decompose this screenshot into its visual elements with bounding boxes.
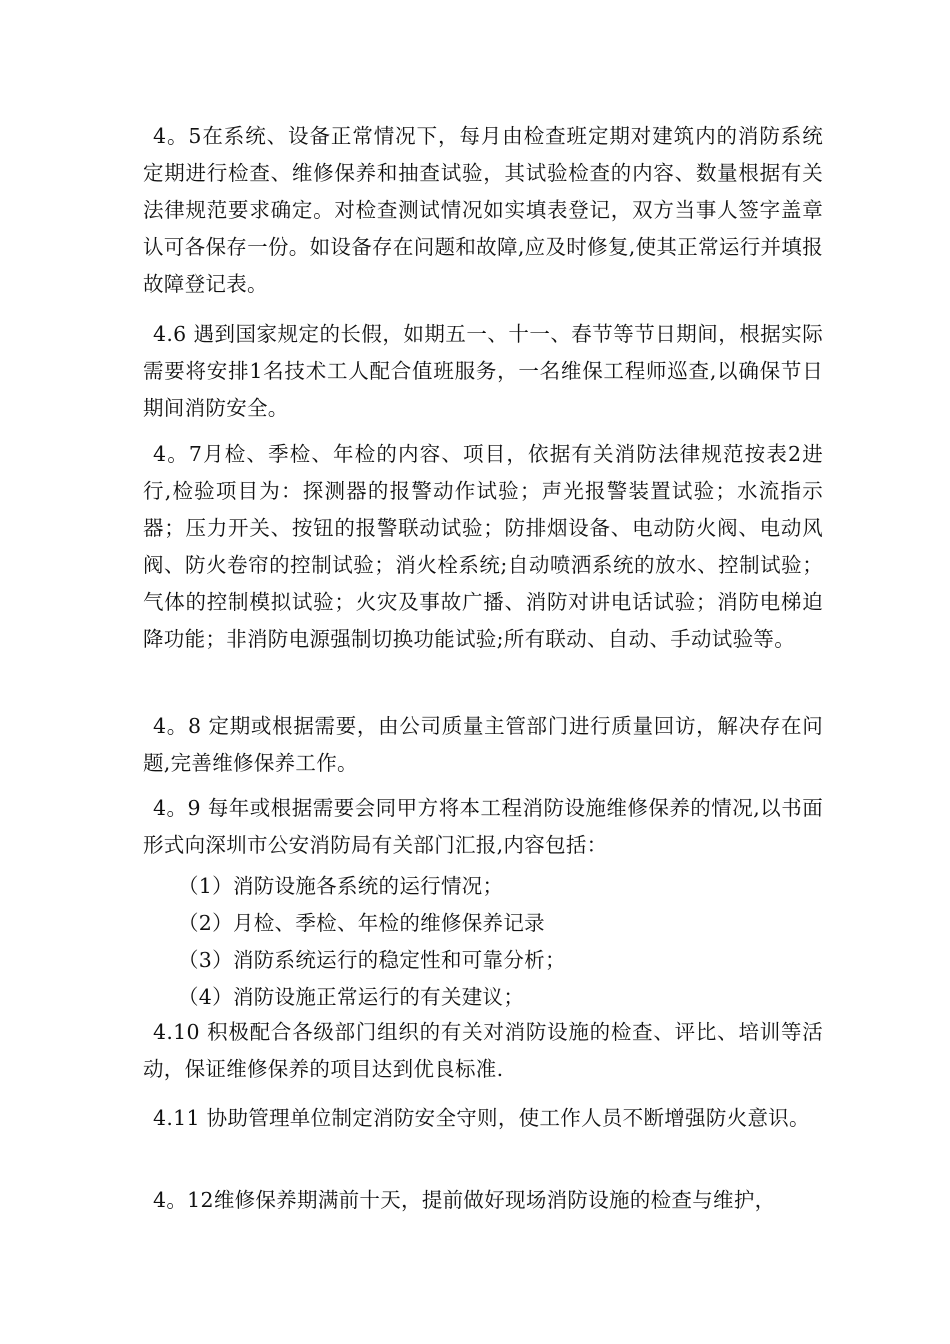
paragraph-4-12: 4。12维修保养期满前十天，提前做好现场消防设施的检查与维护， xyxy=(153,1188,776,1212)
paragraph-4-5: 4。5在系统、设备正常情况下，每月由检查班定期对建筑内的消防系统定期进行检查、维修保养和抽查试验，其试验检查的内容、数量根据有关法律规范要求确定。对检查测试情况如实填表登记，双方当事人签字盖章认可各保存一份。如设备存在问题和故障,应及时修复,使其正常运行并填报故障登记表。 xyxy=(143,124,823,296)
list-item-4: （4）消防设施正常运行的有关建议； xyxy=(178,985,525,1009)
paragraph-4-9: 4。9 每年或根据需要会同甲方将本工程消防设施维修保养的情况,以书面形式向深圳市公安消防局有关部门汇报,内容包括： xyxy=(143,796,823,857)
paragraph-4-11: 4.11 协助管理单位制定消防安全守则，使工作人员不断增强防火意识。 xyxy=(153,1106,810,1130)
list-item-1: （1）消防设施各系统的运行情况； xyxy=(178,874,504,898)
list-item-3: （3）消防系统运行的稳定性和可靠分析； xyxy=(178,948,566,972)
list-item-2: （2）月检、季检、年检的维修保养记录 xyxy=(178,911,545,935)
paragraph-4-7: 4。7月检、季检、年检的内容、项目，依据有关消防法律规范按表2进行,检验项目为：探测器的报警动作试验；声光报警装置试验；水流指示器；压力开关、按钮的报警联动试验；防排烟设备、电动防火阀、电动风阀、防火卷帘的控制试验；消火栓系统;自动喷洒系统的放水、控制试验；气体的控制模拟试验；火灾及事故广播、消防对讲电话试验；消防电梯迫降功能；非消防电源强制切换功能试验;所有联动、自动、手动试验等。 xyxy=(143,442,823,651)
paragraph-4-8: 4。8 定期或根据需要，由公司质量主管部门进行质量回访，解决存在问题,完善维修保养工作。 xyxy=(143,714,823,775)
paragraph-4-6: 4.6 遇到国家规定的长假，如期五一、十一、春节等节日期间，根据实际需要将安排1名技术工人配合值班服务，一名维保工程师巡查,以确保节日期间消防安全。 xyxy=(143,322,823,420)
paragraph-4-10: 4.10 积极配合各级部门组织的有关对消防设施的检查、评比、培训等活动，保证维修保养的项目达到优良标准. xyxy=(143,1020,823,1081)
